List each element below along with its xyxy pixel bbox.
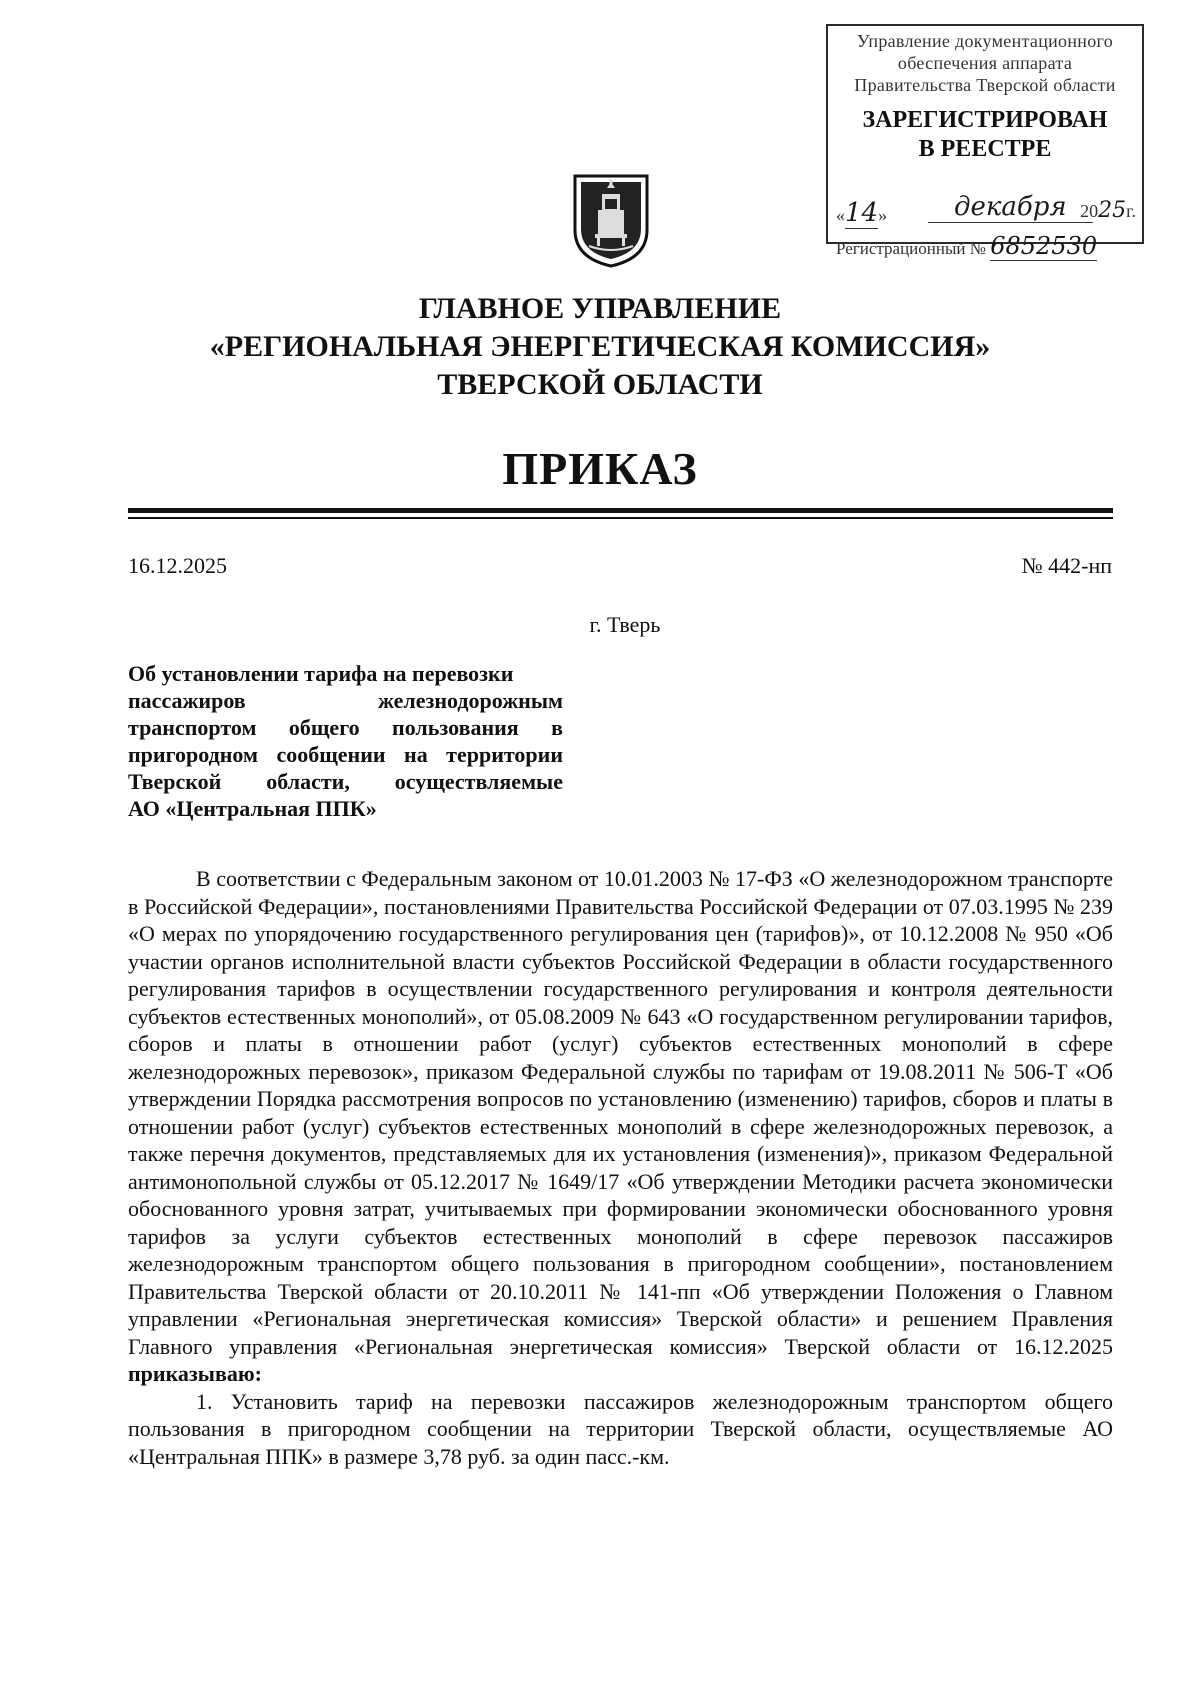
order-item-1: 1. Установить тариф на перевозки пассажиров железнодорожным транспортом общего пользования в пригородном сообщении на территории Тверской области, осуществляемые АО «Центральная ППК» в размере 3,78 руб. за один пасс.-км. — [128, 1388, 1113, 1469]
subject-line: АО «Центральная ППК» — [128, 796, 377, 821]
preamble-paragraph: В соответствии с Федеральным законом от 10.01.2003 № 17-ФЗ «О железнодорожном транспорте в Российской Федерации», постановлениями Правительства Российской Федерации от 07.03.1995 № 239 «О мерах по упорядочению государственного регулирования цен (тарифов)», от 10.12.2008 № 950 «Об участии органов исполнительной власти субъектов Российской Федерации в области государственного регулирования тарифов в осуществлении государственного регулирования и контроля деятельности субъектов естественных монополий», от 05.08.2009 № 643 «О государственном регулировании тарифов, сборов и платы в отношении работ (услуг) субъектов естественных монополий в сфере железнодорожных перевозок», приказом Федеральной службы по тарифам от 19.08.2011 № 506-Т «Об утверждении Порядка рассмотрения вопросов по установлению (изменению) тарифов, сборов и платы в отношении работ (услуг) субъектов естественных монополий в сфере железнодорожных перевозок, а также перечня документов, представляемых для их установления (изменения)», приказом Федеральной антимонопольной службы от 05.12.2017 № 1649/17 «Об утверждении Методики расчета экономически обоснованного уровня затрат, учитываемых при формировании экономически обоснованного уровня тарифов за услуги субъектов естественных монополий в сфере перевозок пассажиров железнодорожным транспортом общего пользования в пригородном сообщении», постановлением Правительства Тверской области от 20.10.2011 № 141-пп «Об утверждении Положения о Главном управлении «Региональная энергетическая комиссия» Тверской области» и решением Правления Главного управления «Региональная энергетическая комиссия» Тверской области от 16.12.2025 — [128, 866, 1113, 1359]
stamp-dept-line: Правительства Тверской области — [854, 75, 1116, 95]
stamp-status-line: ЗАРЕГИСТРИРОВАН — [862, 107, 1108, 133]
stamp-reg-number: 6852530 — [990, 232, 1098, 260]
stamp-dept-line: обеспечения аппарата — [897, 53, 1073, 73]
stamp-dept-line: Управление документационного — [856, 31, 1114, 51]
subject-line: пригородном сообщении на территории — [128, 742, 563, 767]
document-body — [128, 865, 1113, 1470]
stamp-year-suffix: 25 — [1098, 198, 1127, 223]
subject-line: транспортом общего пользования в — [128, 715, 563, 740]
stamp-reg-number-row — [836, 232, 1136, 262]
agency-name-line: ТВЕРСКОЙ ОБЛАСТИ — [437, 368, 763, 401]
header-rule-thin — [128, 517, 1113, 519]
document-subject — [128, 660, 563, 822]
header-rule — [128, 508, 1113, 513]
agency-name-line: «РЕГИОНАЛЬНАЯ ЭНЕРГЕТИЧЕСКАЯ КОМИССИЯ» — [209, 330, 991, 363]
document-date: 16.12.2025 — [128, 553, 227, 578]
tver-coat-of-arms-icon — [571, 172, 651, 268]
order-word: приказываю: — [128, 1361, 262, 1386]
agency-name-line: ГЛАВНОЕ УПРАВЛЕНИЕ — [418, 292, 782, 325]
subject-line: Тверской области, осуществляемые — [128, 769, 563, 794]
stamp-status — [828, 106, 1142, 164]
stamp-year-unit: г. — [1126, 201, 1136, 221]
stamp-reg-label: Регистрационный № — [836, 239, 986, 258]
document-type: ПРИКАЗ — [502, 443, 698, 494]
stamp-department — [828, 30, 1142, 96]
stamp-month: декабря — [928, 192, 1093, 223]
document-number: № 442-нп — [1021, 553, 1112, 578]
registration-stamp — [826, 24, 1144, 260]
stamp-day: 14 — [845, 198, 879, 228]
subject-line: Об установлении тарифа на перевозки — [128, 661, 514, 686]
document-city: г. Тверь — [589, 612, 661, 637]
stamp-date: «14» декабря 2025г. — [836, 192, 1136, 228]
stamp-status-line: В РЕЕСТРЕ — [918, 136, 1052, 162]
stamp-year-prefix: 20 — [1080, 201, 1099, 221]
subject-line: пассажиров железнодорожным — [128, 688, 563, 713]
